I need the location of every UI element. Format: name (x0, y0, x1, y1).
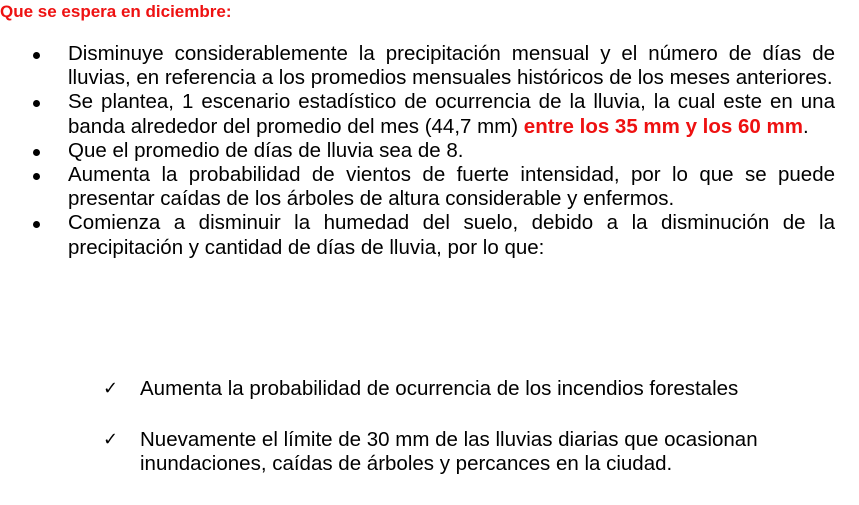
check-text: Nuevamente el límite de 30 mm de las lluvias diarias que ocasionan inundaciones, caídas de árboles y percances en la ciudad. (140, 428, 758, 476)
bullet-list (0, 42, 859, 260)
bullet-text: Comienza a disminuir la humedad del suelo, debido a la disminución de la precipitación y cantidad de días de lluvia, por lo que: (68, 211, 835, 259)
bullet-text: Aumenta la probabilidad de vientos de fuerte intensidad, por lo que se puede presentar caídas de los árboles de altura considerable y enfermos. (68, 163, 835, 211)
section-heading: Que se espera en diciembre: (0, 2, 232, 21)
bullet-item-soil-humidity (0, 211, 859, 259)
bullet-text-end: . (802, 114, 809, 138)
rainfall-range-highlight: entre los 35 mm y los 60 mm (523, 114, 803, 138)
bullet-text: Que el promedio de días de lluvia sea de 8. (68, 138, 464, 162)
bullet-icon (33, 221, 40, 228)
check-item-wildfires (0, 377, 859, 401)
bullet-text: Disminuye considerablemente la precipitación mensual y el número de días de lluvias, en referencia a los promedios mensuales históricos de los meses anteriores. (68, 42, 835, 90)
bullet-icon (33, 100, 40, 107)
check-item-flood-limit (0, 428, 859, 476)
checkmark-icon: ✓ (103, 378, 119, 399)
bullet-item-scenario (0, 90, 859, 138)
bullet-icon (33, 173, 40, 180)
bullet-item-wind (0, 163, 859, 211)
bullet-icon (33, 149, 40, 156)
bullet-icon (33, 52, 40, 59)
check-text: Aumenta la probabilidad de ocurrencia de los incendios forestales (140, 377, 739, 400)
check-list (0, 377, 859, 504)
bullet-text: Se plantea, 1 escenario estadístico de ocurrencia de la lluvia, la cual este en una banda alrededor del promedio del mes (44,7 mm) (68, 90, 835, 138)
bullet-item-rainfall-decrease (0, 42, 859, 90)
bullet-item-rain-days (0, 139, 859, 163)
checkmark-icon: ✓ (103, 429, 119, 451)
